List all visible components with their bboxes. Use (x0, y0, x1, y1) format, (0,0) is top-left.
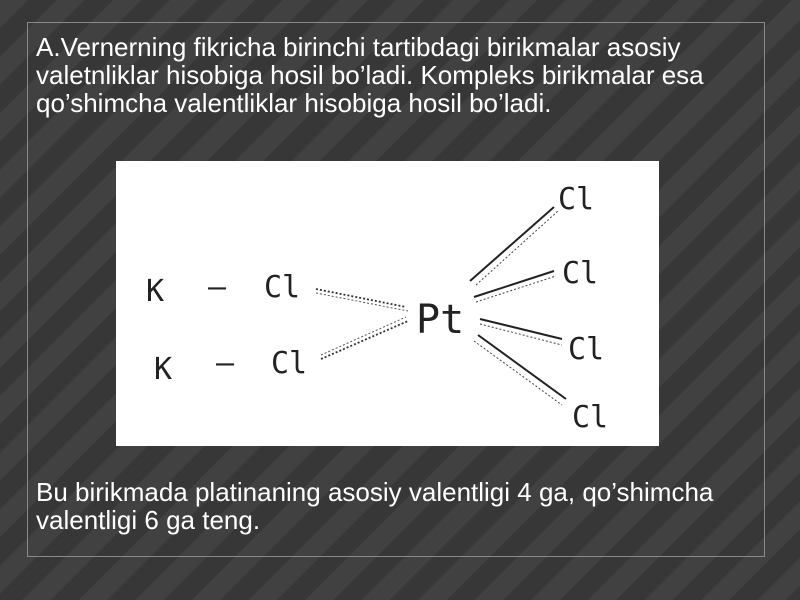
left-cl-1: Cl (264, 270, 301, 305)
left-dash-1: – (208, 270, 227, 305)
secondary-bond-1b (316, 293, 408, 311)
paragraph-top: A.Vernerning fikricha birinchi tartibdagi birikmalar asosiy valetnliklar hisobiga hosil bo’ladi. Kompleks birikmalar esa qo’shimcha valentliklar hisobiga hosil bo’ladi. (36, 32, 704, 118)
bond-cl-2-dotted (476, 276, 556, 302)
right-cl-1: Cl (558, 182, 595, 217)
left-cl-2: Cl (271, 346, 308, 381)
bond-cl-2 (474, 271, 554, 297)
paragraph-bottom: Bu birikmada platinaning asosiy valentligi 4 ga, qo’shimcha valentligi 6 ga teng. (36, 477, 714, 535)
center-atom-pt: Pt (416, 297, 465, 343)
secondary-bond-2b (321, 317, 406, 355)
right-cl-3: Cl (568, 332, 605, 367)
platinum-complex-diagram (116, 161, 659, 446)
secondary-bond-1 (316, 289, 406, 307)
left-k-1: K (146, 274, 165, 309)
bond-cl-3-dotted (480, 324, 562, 345)
left-dash-2: – (216, 346, 235, 381)
right-cl-2: Cl (562, 256, 599, 291)
right-cl-4: Cl (572, 400, 609, 435)
bond-cl-3 (480, 319, 562, 339)
diagram-svg (116, 161, 659, 446)
bond-cl-1 (470, 207, 554, 281)
bond-cl-4 (478, 335, 566, 399)
bond-cl-4-dotted (474, 341, 562, 405)
secondary-bond-2 (321, 321, 408, 359)
left-k-2: K (154, 352, 173, 387)
